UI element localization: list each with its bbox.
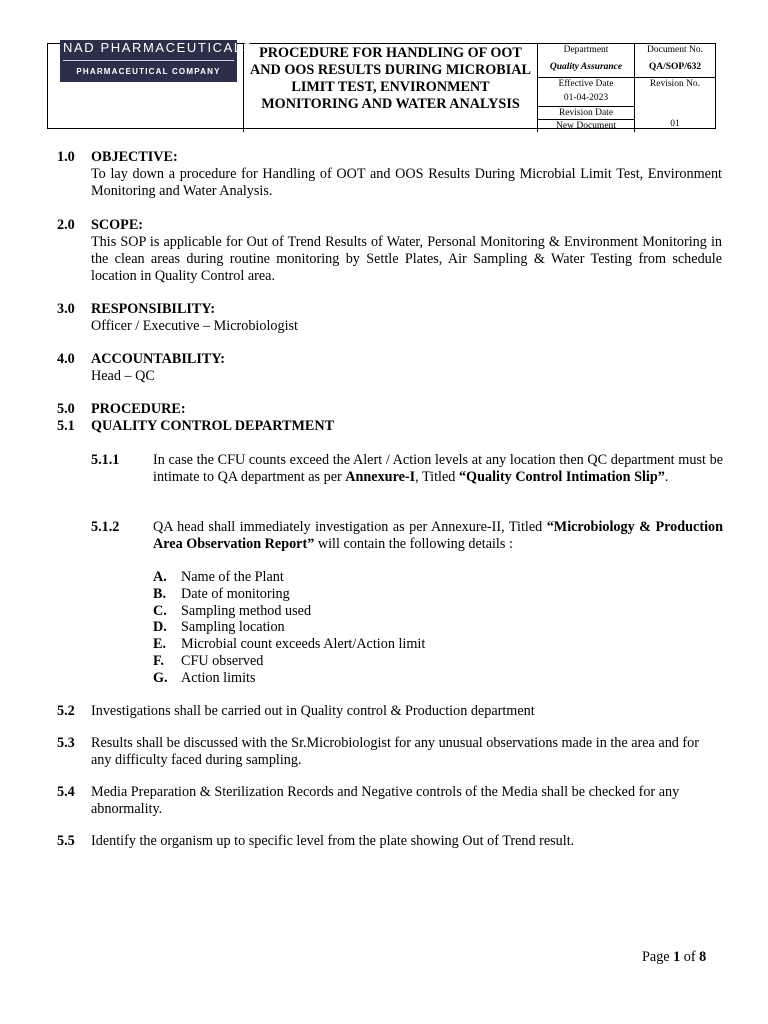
text-run: . [664,469,669,485]
document-no-label: Document No. [647,45,703,55]
section-text: Media Preparation & Sterilization Records and Negative controls of the Media shall be checked for any abnormality. [91,784,680,817]
section-number: 1.0 [57,149,75,165]
department-value: Quality Assurance [538,58,634,78]
section-text: Officer / Executive – Microbiologist [91,318,298,334]
annexure-title: “Quality Control Intimation Slip” [458,469,665,485]
logo-divider [63,60,234,61]
revision-date-value: New Document [556,121,616,131]
section-heading: OBJECTIVE: [91,149,178,165]
list-text: Sampling method used [181,602,312,619]
logo-company-name: NAD PHARMACEUTICALS [63,40,254,55]
section-number: 5.0 [57,401,75,417]
subsection-number: 5.1.2 [91,519,120,535]
section-number: 5.4 [57,784,75,800]
list-item [153,670,425,687]
effective-date-value: 01-04-2023 [538,92,634,107]
annexure-title: “Microbiology & Production Area Observation Report” [153,519,724,552]
effective-date-label: Effective Date [558,79,614,89]
document-header [47,40,716,131]
document-no-value: QA/SOP/632 [635,58,715,78]
section-heading: ACCOUNTABILITY: [91,351,226,367]
text-run: , Titled [415,469,459,485]
list-item [153,619,425,636]
page-number [642,949,706,966]
logo-tagline: PHARMACEUTICAL COMPANY [76,67,221,76]
section-text: This SOP is applicable for Out of Trend Results of Water, Personal Monitoring & Environment Monitoring in the clean areas during routine monitoring by Settle Plates, Air Sampling & Water Testing from schedule location in Quality Control area. [91,234,722,284]
list-letter: C. [153,602,167,619]
list-text: Sampling location [181,619,285,636]
list-text: Name of the Plant [181,569,284,585]
list-letter: A. [153,569,167,585]
meta-column-left [538,44,635,132]
details-list [153,569,425,687]
page-current: 1 [673,949,681,965]
department-label: Department [563,45,609,55]
section-heading: QUALITY CONTROL DEPARTMENT [91,418,335,434]
section-heading: PROCEDURE: [91,401,186,417]
revision-no-value: 01 [670,119,680,129]
subsection-text [153,452,723,486]
list-letter: E. [153,636,167,653]
list-text: Action limits [181,669,256,686]
logo-cell [48,40,254,132]
text-run: In case the CFU counts exceed the Alert / Action levels at any location then QC department must be intimate to QA department as per [153,452,723,485]
meta-column-right [635,44,715,132]
section-number: 2.0 [57,217,75,233]
section-text: To lay down a procedure for Handling of OOT and OOS Results During Microbial Limit Test, Environment Monitoring and Water Analysis. [91,166,722,199]
section-number: 5.3 [57,735,75,751]
section-number: 5.5 [57,833,75,849]
section-heading: RESPONSIBILITY: [91,301,216,317]
document-title: PROCEDURE FOR HANDLING OF OOT AND OOS RESULTS DURING MICROBIAL LIMIT TEST, ENVIRONMENT MONITORING AND WATER ANALYSIS [244,44,538,132]
section-text: Investigations shall be carried out in Quality control & Production department [91,703,535,719]
section-number: 5.2 [57,703,75,719]
company-logo [60,40,254,82]
section-text: Head – QC [91,368,155,384]
page-total: 8 [699,949,707,965]
list-letter: D. [153,619,167,636]
revision-spacer [635,92,715,118]
list-text: Microbial count exceeds Alert/Action limit [181,636,426,653]
section-heading: SCOPE: [91,217,144,233]
list-item [153,636,425,653]
subsection-number: 5.1.1 [91,452,120,468]
section-text: Identify the organism up to specific level from the plate showing Out of Trend result. [91,833,575,849]
section-number: 5.1 [57,418,75,434]
revision-date-label: Revision Date [538,107,634,120]
text-run: QA head shall immediately investigation as per Annexure-II, Titled [153,519,547,535]
list-item [153,569,425,586]
list-letter: F. [153,652,164,669]
section-number: 3.0 [57,301,75,317]
annexure-reference: Annexure-I [345,469,416,485]
list-letter: G. [153,669,168,686]
list-item [153,586,425,603]
section-number: 4.0 [57,351,75,367]
subsection-text [153,519,723,553]
section-text: Results shall be discussed with the Sr.Microbiologist for any unusual observations made in the area and for any difficulty faced during sampling. [91,735,699,768]
list-text: CFU observed [181,652,264,669]
list-letter: B. [153,585,167,602]
list-item [153,603,425,620]
list-text: Date of monitoring [181,585,290,602]
of-word: of [683,949,696,965]
page-word: Page [642,949,670,965]
list-item [153,653,425,670]
text-run: will contain the following details : [314,536,513,552]
revision-no-label: Revision No. [649,79,701,89]
